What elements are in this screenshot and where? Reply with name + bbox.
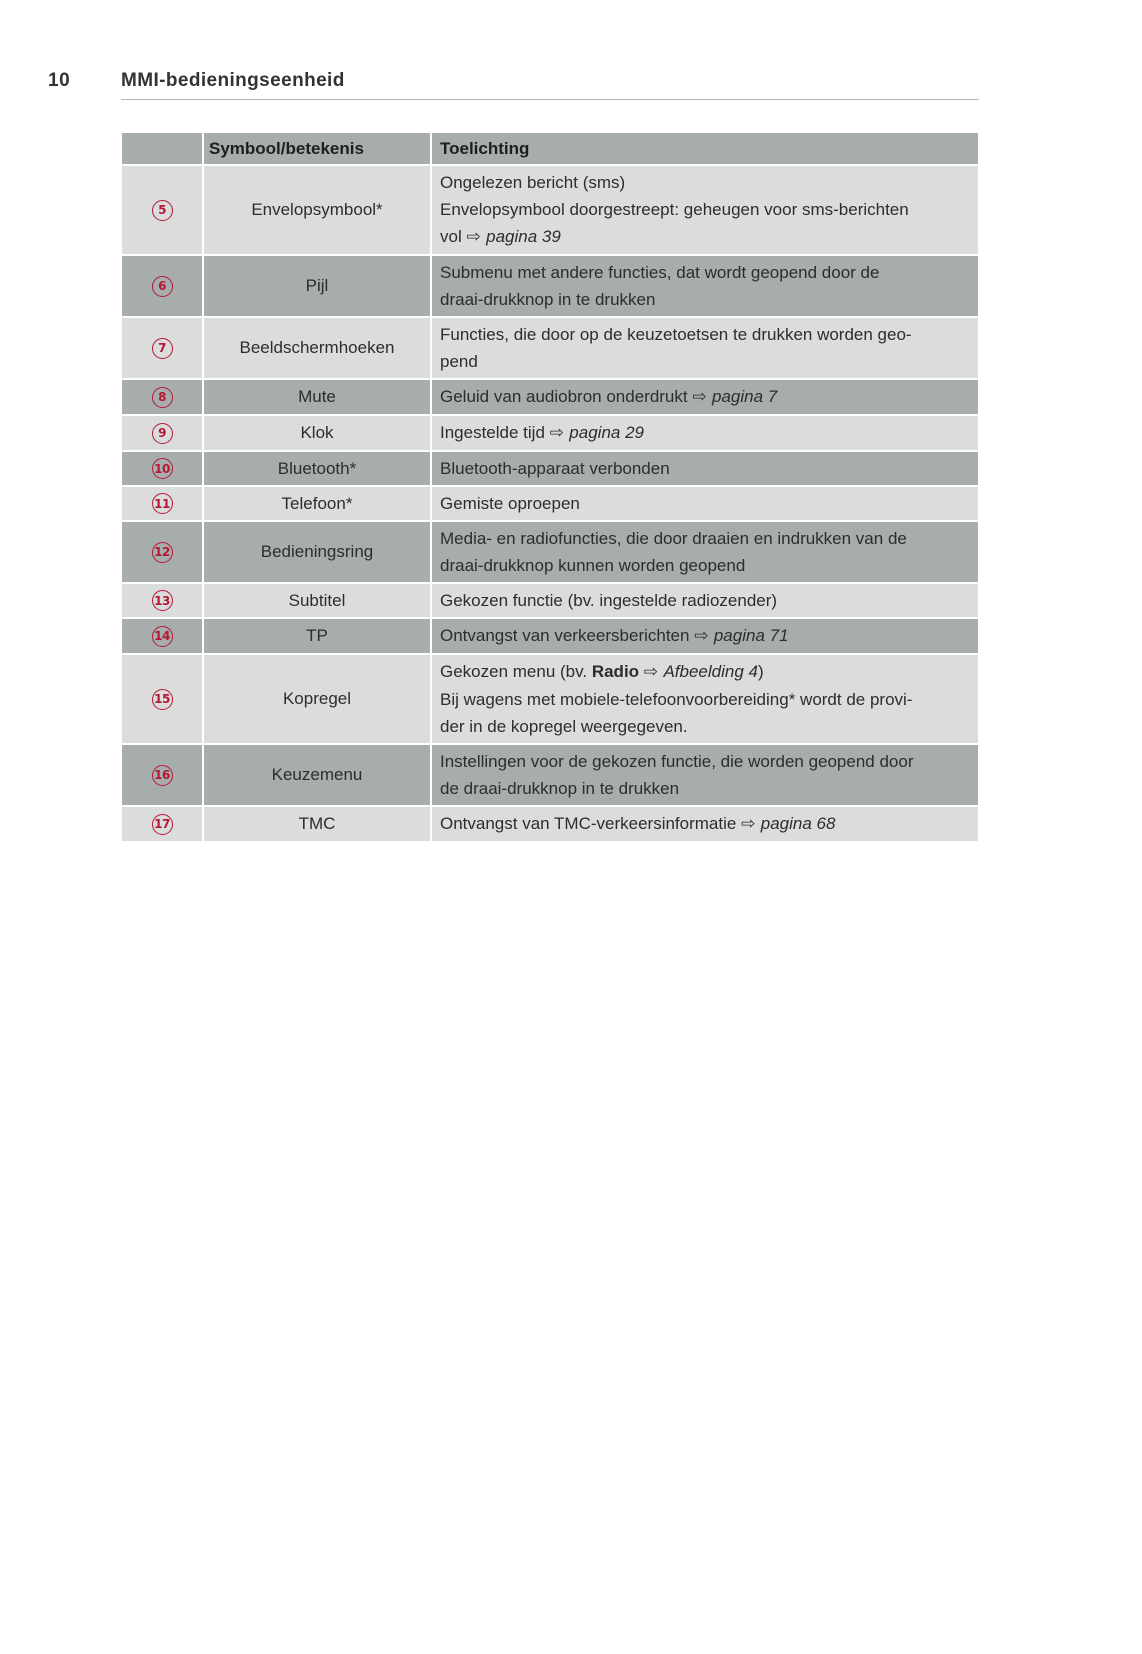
description-line (440, 196, 970, 223)
table-cell-toelichting (432, 522, 978, 582)
page-reference: pagina 68 (760, 814, 836, 833)
description-line (440, 490, 970, 517)
description-line (440, 622, 970, 650)
table-cell-number (122, 256, 202, 316)
description-text: draai-drukknop kunnen worden geopend (440, 556, 746, 575)
table-cell-toelichting (432, 452, 978, 485)
description-text: Ingestelde tijd (440, 423, 550, 442)
circled-number: 11 (152, 493, 173, 514)
header-rule (121, 99, 979, 100)
description-text: Ontvangst van verkeersberichten (440, 626, 695, 645)
page-ref-arrow-icon: ⇨ (692, 387, 712, 407)
circled-number: 17 (152, 814, 173, 835)
symbol-table (122, 133, 978, 841)
table-cell-symbol: Pijl (204, 256, 430, 316)
description-line (440, 259, 970, 286)
page-reference: pagina 39 (486, 227, 561, 246)
description-text: ) (757, 662, 764, 681)
page-ref-arrow-icon: ⇨ (741, 814, 761, 834)
table-cell-number (122, 318, 202, 378)
page-ref-arrow-icon: ⇨ (694, 626, 714, 646)
circled-number: 12 (152, 542, 173, 563)
description-text: Media- en radiofuncties, die door draaien en indrukken van de (440, 529, 907, 548)
page-ref-arrow-icon: ⇨ (643, 662, 664, 682)
description-line (440, 775, 970, 802)
page-reference: pagina 29 (569, 423, 644, 442)
table-cell-symbol: Keuzemenu (204, 745, 430, 805)
circled-number: 5 (152, 200, 173, 221)
page-title: MMI-bedieningseenheid (121, 70, 345, 91)
table-cell-number (122, 584, 202, 617)
table-cell-number (122, 522, 202, 582)
table-cell-symbol: Bluetooth* (204, 452, 430, 485)
table-cell-number (122, 452, 202, 485)
description-line (440, 587, 970, 614)
description-line (440, 383, 970, 411)
table-cell-number (122, 487, 202, 520)
table-cell-toelichting (432, 256, 978, 316)
circled-number: 14 (152, 626, 173, 647)
table-cell-toelichting (432, 416, 978, 450)
table-header-num (122, 133, 202, 164)
table-cell-toelichting (432, 807, 978, 841)
table-cell-symbol: Kopregel (204, 655, 430, 743)
table-cell-symbol: Klok (204, 416, 430, 450)
circled-number: 6 (152, 276, 173, 297)
table-cell-symbol: Mute (204, 380, 430, 414)
page-ref-arrow-icon: ⇨ (466, 227, 487, 247)
description-text: Functies, die door op de keuzetoetsen te drukken worden geo- (440, 325, 912, 344)
description-text: Gemiste oproepen (440, 494, 580, 513)
table-cell-symbol: Envelopsymbool* (204, 166, 430, 254)
description-line (440, 552, 970, 579)
description-line (440, 286, 970, 313)
table-cell-number (122, 745, 202, 805)
description-text: Ongelezen bericht (sms) (440, 173, 626, 192)
description-text: Gekozen menu (bv. (440, 662, 592, 681)
page-reference: Afbeelding 4 (663, 662, 758, 681)
table-cell-toelichting (432, 380, 978, 414)
description-line (440, 455, 970, 482)
description-text: Gekozen functie (bv. ingestelde radiozender) (440, 591, 778, 610)
table-header-toelichting: Toelichting (432, 133, 978, 164)
description-text: Instellingen voor de gekozen functie, die worden geopend door (440, 752, 914, 771)
table-cell-symbol: TP (204, 619, 430, 653)
description-text: Bij wagens met mobiele-telefoonvoorbereiding* wordt de provi- (440, 690, 913, 709)
table-cell-number (122, 807, 202, 841)
description-line (440, 686, 970, 713)
table-cell-number (122, 416, 202, 450)
table-cell-toelichting (432, 619, 978, 653)
circled-number: 9 (152, 423, 173, 444)
circled-number: 16 (152, 765, 173, 786)
description-text: Submenu met andere functies, dat wordt geopend door de (440, 263, 880, 282)
description-line (440, 525, 970, 552)
circled-number: 10 (152, 458, 173, 479)
description-text: pend (440, 352, 478, 371)
table-cell-toelichting (432, 655, 978, 743)
description-line (440, 419, 970, 447)
description-text: Geluid van audiobron onderdrukt (440, 387, 693, 406)
description-text: draai-drukknop in te drukken (440, 290, 656, 309)
description-line (440, 321, 970, 348)
table-cell-symbol: Subtitel (204, 584, 430, 617)
description-line (440, 169, 970, 196)
description-text: Ontvangst van TMC-verkeersinformatie (440, 814, 742, 833)
table-cell-toelichting (432, 166, 978, 254)
table-cell-number (122, 166, 202, 254)
description-text: de draai-drukknop in te drukken (440, 779, 680, 798)
description-text: der in de kopregel weergegeven. (440, 717, 688, 736)
description-text: Radio (591, 662, 640, 681)
description-line (440, 748, 970, 775)
table-cell-toelichting (432, 745, 978, 805)
description-text: Envelopsymbool doorgestreept: geheugen voor sms-berichten (440, 200, 909, 219)
table-cell-toelichting (432, 318, 978, 378)
table-cell-number (122, 655, 202, 743)
description-line (440, 658, 970, 686)
table-cell-symbol: Beeldschermhoeken (204, 318, 430, 378)
table-cell-symbol: TMC (204, 807, 430, 841)
table-cell-toelichting (432, 487, 978, 520)
page-reference: pagina 71 (713, 626, 789, 645)
table-cell-toelichting (432, 584, 978, 617)
circled-number: 8 (152, 387, 173, 408)
page-ref-arrow-icon: ⇨ (549, 423, 570, 443)
table-cell-number (122, 380, 202, 414)
table-header-symbol: Symbool/betekenis (204, 133, 430, 164)
description-line (440, 223, 970, 251)
circled-number: 13 (152, 590, 173, 611)
description-text: vol (440, 227, 467, 246)
circled-number: 7 (152, 338, 173, 359)
description-line (440, 713, 970, 740)
description-line (440, 810, 970, 838)
description-text: Bluetooth-apparaat verbonden (440, 459, 670, 478)
page-reference: pagina 7 (712, 387, 778, 406)
circled-number: 15 (152, 689, 173, 710)
page-number: 10 (48, 70, 71, 91)
table-cell-number (122, 619, 202, 653)
description-line (440, 348, 970, 375)
table-cell-symbol: Bedieningsring (204, 522, 430, 582)
table-cell-symbol: Telefoon* (204, 487, 430, 520)
